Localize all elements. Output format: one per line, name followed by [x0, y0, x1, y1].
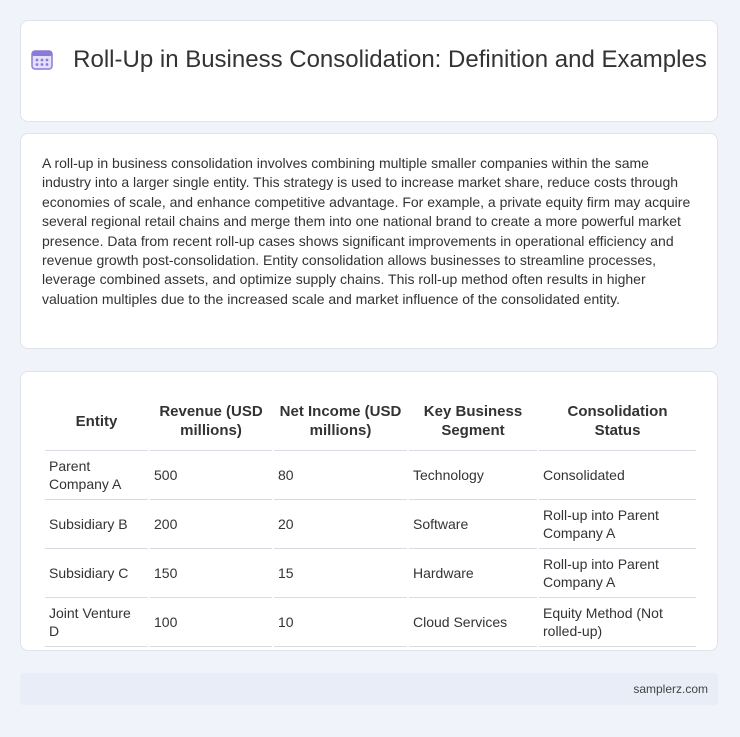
table-cell: Roll-up into Parent Company A: [539, 500, 696, 549]
intro-card: [20, 133, 718, 349]
table-cell: Roll-up into Parent Company A: [539, 549, 696, 598]
column-header: Consolidation Status: [539, 392, 696, 451]
column-header: Entity: [45, 392, 148, 451]
table-cell: 20: [274, 500, 407, 549]
table-header-row: [45, 392, 696, 451]
table-cell: 150: [150, 549, 272, 598]
table-cell: Technology: [409, 451, 537, 500]
table-row: [45, 549, 696, 598]
column-header: Revenue (USD millions): [150, 392, 272, 451]
page-title: [21, 45, 717, 74]
table-cell: Cloud Services: [409, 598, 537, 647]
table-cell: 500: [150, 451, 272, 500]
table-cell: 80: [274, 451, 407, 500]
intro-paragraph: A roll-up in business consolidation involves combining multiple smaller companies within the same industry into a larger single entity. This strategy is used to increase market share, reduce costs through economies of scale, and enhance competitive advantage. For example, a private equity firm may acquire several regional retail chains and merge them into one national brand to create a more powerful market presence. Data from recent roll-up cases shows significant improvements in operational efficiency and revenue growth post-consolidation. Entity consolidation allows businesses to streamline processes, leverage combined assets, and optimize supply chains. This roll-up method often results in higher valuation multiples due to the increased scale and market influence of the consolidated entity.: [42, 155, 691, 307]
table-cell: Joint Venture D: [45, 598, 148, 647]
table-row: [45, 451, 696, 500]
table-cell: 200: [150, 500, 272, 549]
calendar-icon: [31, 48, 53, 70]
column-header: Key Business Segment: [409, 392, 537, 451]
table-cell: 10: [274, 598, 407, 647]
table-card: [20, 371, 718, 651]
table-cell: Consolidated: [539, 451, 696, 500]
title-card: [20, 20, 718, 122]
table-cell: Subsidiary C: [45, 549, 148, 598]
table-row: [45, 598, 696, 647]
column-header: Net Income (USD millions): [274, 392, 407, 451]
table-cell: Parent Company A: [45, 451, 148, 500]
table-cell: 15: [274, 549, 407, 598]
footer: [20, 673, 718, 705]
table-cell: Subsidiary B: [45, 500, 148, 549]
page-title-text: Roll-Up in Business Consolidation: Definition and Examples: [73, 46, 707, 73]
consolidation-table: [43, 392, 698, 647]
table-cell: Equity Method (Not rolled-up): [539, 598, 696, 647]
table-cell: 100: [150, 598, 272, 647]
table-cell: Software: [409, 500, 537, 549]
table-row: [45, 500, 696, 549]
table-cell: Hardware: [409, 549, 537, 598]
footer-site-link[interactable]: samplerz.com: [633, 682, 708, 696]
